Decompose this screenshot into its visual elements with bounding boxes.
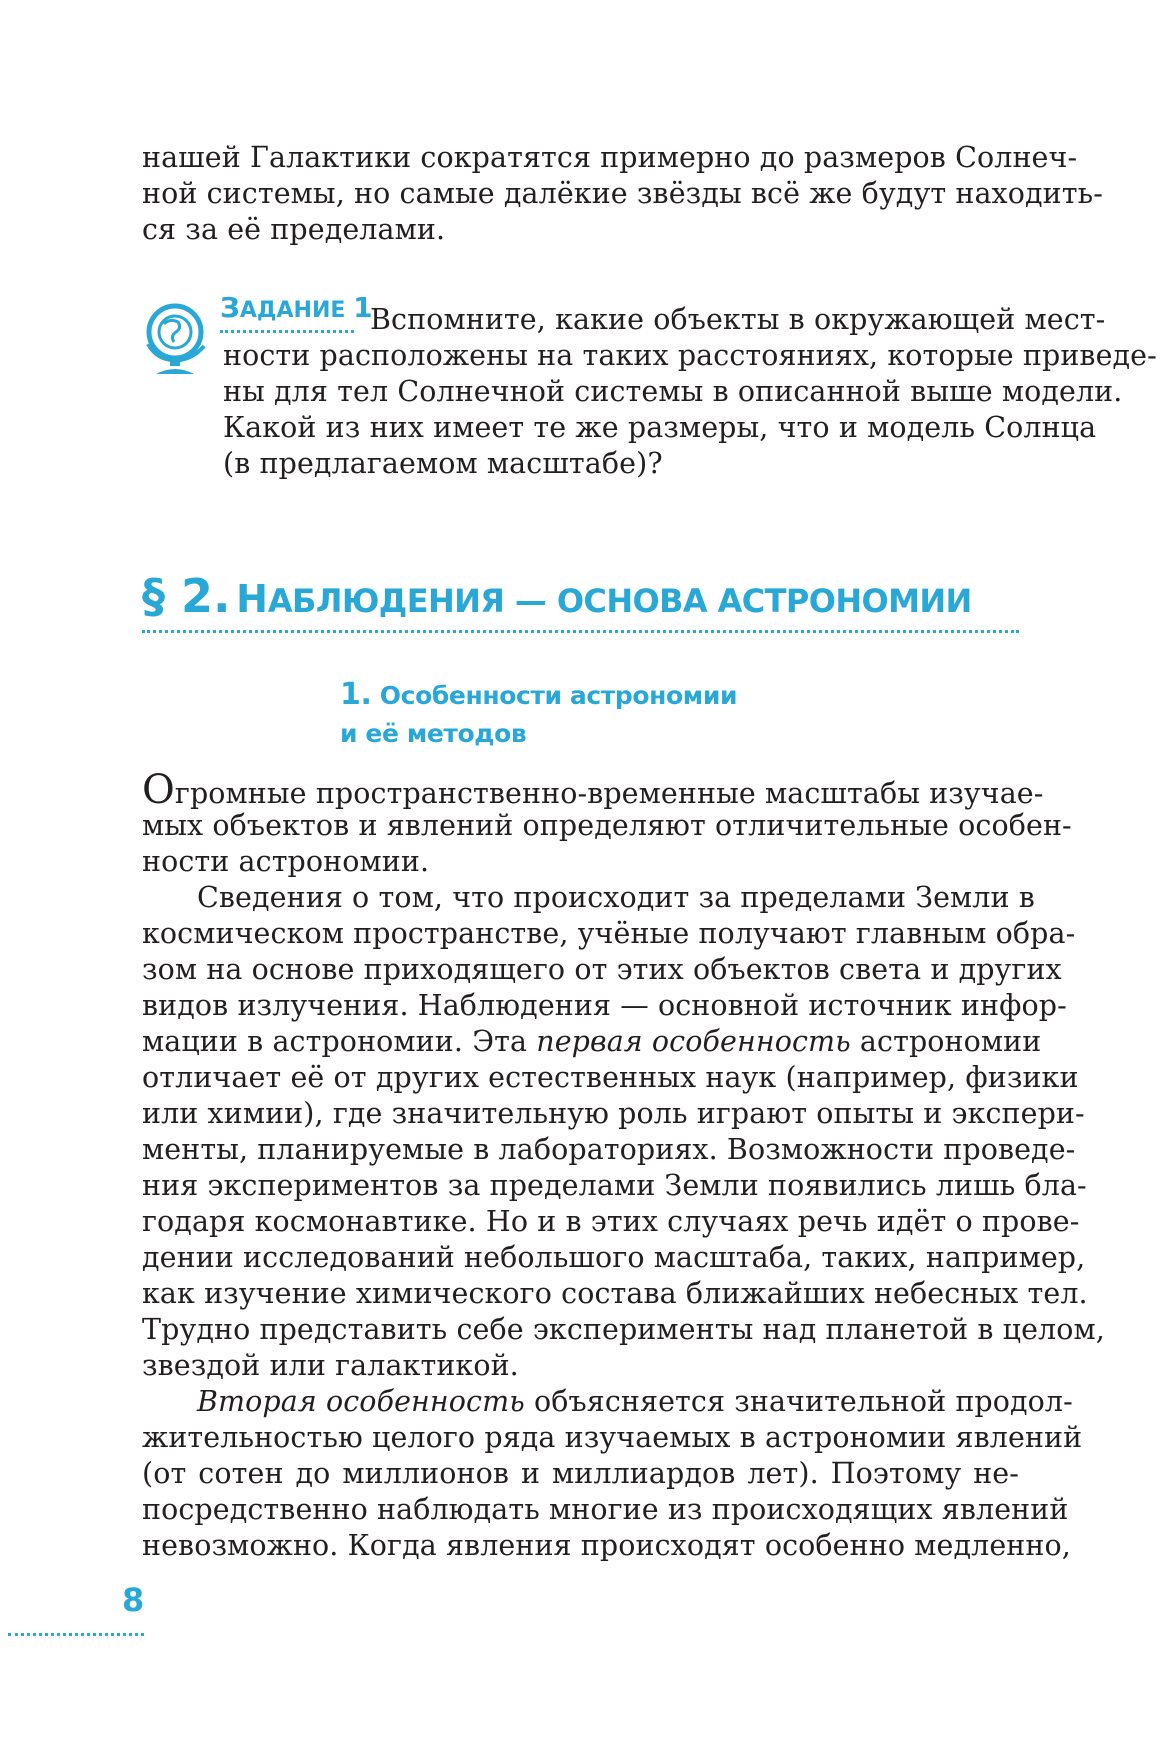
text-line: (от сотен до миллионов и миллиардов лет). Поэтому не- bbox=[142, 1457, 1019, 1490]
text-line: жительностью целого ряда изучаемых в астрономии явлений bbox=[142, 1421, 1083, 1454]
text-line: или химии), где значительную роль играют опыты и экспери- bbox=[142, 1097, 1085, 1130]
drop-cap: О bbox=[142, 767, 175, 813]
text-line: ности астрономии. bbox=[142, 845, 430, 878]
text-line: посредственно наблюдать многие из происходящих явлений bbox=[142, 1493, 1069, 1526]
text-line: (в предлагаемом масштабе)? bbox=[223, 447, 663, 480]
text-line: дении исследований небольшого масштаба, таких, например, bbox=[142, 1241, 1086, 1274]
text-line: годаря космонавтике. Но и в этих случаях речь идёт о прове- bbox=[142, 1205, 1080, 1238]
text-line: космическом пространстве, учёные получают главным обра- bbox=[142, 917, 1076, 950]
text-line: ной системы, но самые далёкие звёзды всё же будут находить- bbox=[142, 177, 1103, 210]
text-line: Вспомните, какие объекты в окружающей мест- bbox=[370, 303, 1106, 336]
text-line: невозможно. Когда явления происходят особенно медленно, bbox=[142, 1529, 1071, 1562]
subsection-title: 1. Особенности астрономии и её методов bbox=[340, 677, 738, 748]
text-line: отличает её от других естественных наук (например, физики bbox=[142, 1061, 1079, 1094]
task-label-underline bbox=[220, 330, 354, 333]
globe-icon bbox=[142, 300, 212, 376]
text-line: мых объектов и явлений определяют отличительные особен- bbox=[142, 809, 1072, 842]
text-line: Трудно представить себе эксперименты над планетой в целом, bbox=[142, 1313, 1105, 1346]
page-number-underline bbox=[8, 1633, 144, 1636]
text-line: Какой из них имеет те же размеры, что и модель Солнца bbox=[223, 411, 1097, 444]
text-line: звездой или галактикой. bbox=[142, 1349, 519, 1382]
text-line: Сведения о том, что происходит за пределами Земли в bbox=[197, 881, 1035, 914]
section-title-underline bbox=[142, 630, 1019, 633]
italic-term: первая особенность bbox=[536, 1025, 851, 1058]
italic-term: Вторая особенность bbox=[197, 1385, 525, 1418]
text-line: ния экспериментов за пределами Земли появились лишь бла- bbox=[142, 1169, 1087, 1202]
section-title: § 2. НАБЛЮДЕНИЯ — ОСНОВА АСТРОНОМИИ bbox=[142, 569, 972, 623]
text-line: как изучение химического состава ближайших небесных тел. bbox=[142, 1277, 1088, 1310]
text-line: менты, планируемые в лабораториях. Возможности проведе- bbox=[142, 1133, 1076, 1166]
text-line: ся за её пределами. bbox=[142, 213, 446, 246]
text-line: ности расположены на таких расстояниях, которые приведе- bbox=[223, 339, 1157, 372]
text-line: Вторая особенность объясняется значительной продол- bbox=[197, 1385, 1073, 1418]
text-line: нашей Галактики сократятся примерно до размеров Солнеч- bbox=[142, 141, 1078, 174]
text-line: видов излучения. Наблюдения — основной источник инфор- bbox=[142, 989, 1067, 1022]
text-line: мации в астрономии. Эта первая особенность астрономии bbox=[142, 1025, 1042, 1058]
text-line: Огромные пространственно-временные масштабы изучае- bbox=[142, 767, 1044, 813]
task-label: ЗАДАНИЕ 1 bbox=[220, 291, 373, 324]
text-line: ны для тел Солнечной системы в описанной выше модели. bbox=[223, 375, 1123, 408]
page-number: 8 bbox=[122, 1581, 145, 1619]
text-line: зом на основе приходящего от этих объектов света и других bbox=[142, 953, 1062, 986]
